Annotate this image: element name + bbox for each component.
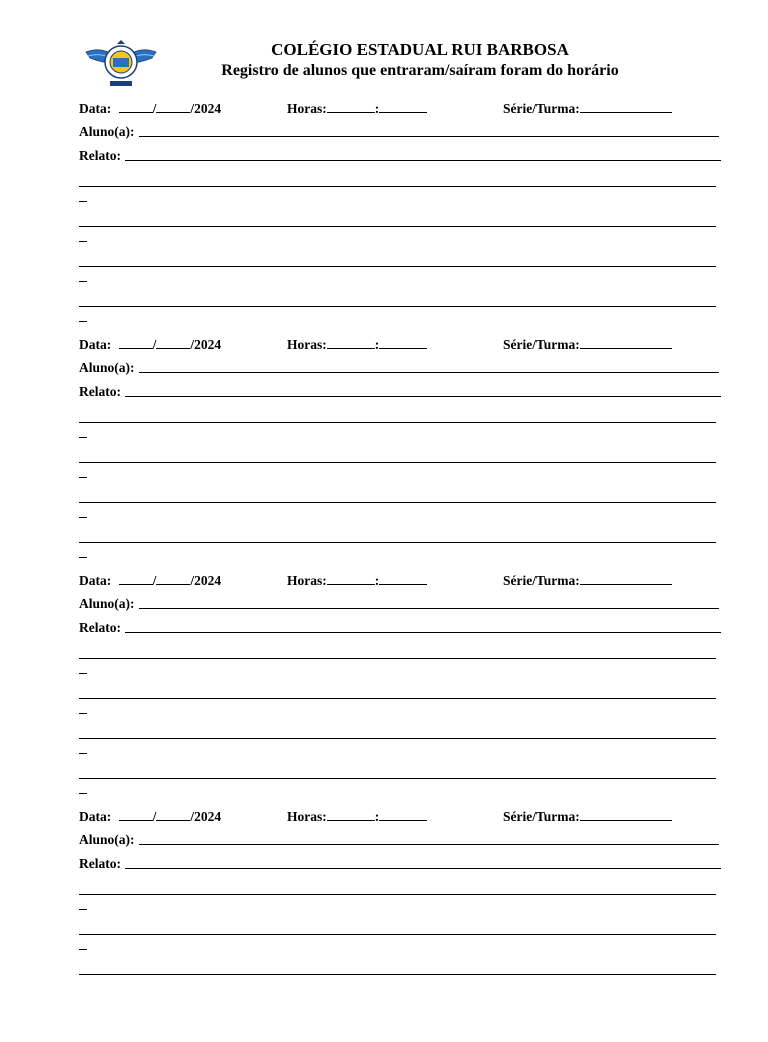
writing-line[interactable] [79, 186, 716, 187]
minute-blank[interactable] [379, 100, 427, 113]
writing-line[interactable] [79, 698, 716, 699]
writing-line[interactable] [79, 974, 716, 975]
school-name: COLÉGIO ESTADUAL RUI BARBOSA [271, 40, 569, 59]
student-field[interactable] [79, 832, 719, 848]
class-label: Série/Turma: [503, 337, 580, 352]
report-label: Relato: [79, 620, 121, 635]
report-field[interactable] [79, 148, 721, 164]
hours-label: Horas: [287, 573, 327, 588]
class-field[interactable] [503, 336, 672, 353]
writing-line[interactable] [79, 266, 716, 267]
writing-line[interactable] [79, 658, 716, 659]
school-logo-icon [84, 38, 158, 88]
minute-blank[interactable] [379, 808, 427, 821]
hours-label: Horas: [287, 809, 327, 824]
class-blank[interactable] [580, 572, 672, 585]
year-text: /2024 [190, 573, 222, 588]
year-text: /2024 [190, 809, 222, 824]
student-blank[interactable] [139, 124, 719, 137]
hours-label: Horas: [287, 101, 327, 116]
class-label: Série/Turma: [503, 573, 580, 588]
line-continuation-dash [79, 201, 87, 202]
line-continuation-dash [79, 477, 87, 478]
writing-line[interactable] [79, 738, 716, 739]
report-label: Relato: [79, 148, 121, 163]
registration-form [79, 98, 729, 1042]
time-separator: : [374, 101, 380, 116]
time-field[interactable] [287, 336, 427, 353]
month-blank[interactable] [156, 572, 190, 585]
time-field[interactable] [287, 572, 427, 589]
day-blank[interactable] [119, 336, 153, 349]
line-continuation-dash [79, 437, 87, 438]
writing-line[interactable] [79, 934, 716, 935]
time-separator: : [374, 337, 380, 352]
report-label: Relato: [79, 384, 121, 399]
line-continuation-dash [79, 321, 87, 322]
student-field[interactable] [79, 596, 719, 612]
writing-line[interactable] [79, 778, 716, 779]
day-blank[interactable] [119, 100, 153, 113]
entry-block [79, 334, 729, 570]
minute-blank[interactable] [379, 572, 427, 585]
form-subtitle: Registro de alunos que entraram/saíram foram do horário [221, 62, 619, 79]
class-blank[interactable] [580, 100, 672, 113]
hour-blank[interactable] [327, 808, 375, 821]
line-continuation-dash [79, 793, 87, 794]
time-field[interactable] [287, 808, 427, 825]
hours-label: Horas: [287, 337, 327, 352]
report-blank[interactable] [125, 384, 721, 397]
line-continuation-dash [79, 517, 87, 518]
hour-blank[interactable] [327, 336, 375, 349]
month-blank[interactable] [156, 808, 190, 821]
report-field[interactable] [79, 856, 721, 872]
class-label: Série/Turma: [503, 101, 580, 116]
writing-line[interactable] [79, 542, 716, 543]
date-field[interactable]: Data: / /2024 [79, 573, 222, 588]
student-field[interactable] [79, 124, 719, 140]
day-blank[interactable] [119, 572, 153, 585]
date-field[interactable]: Data: / /2024 [79, 809, 222, 824]
date-label: Data: [79, 573, 112, 588]
date-label: Data: [79, 809, 112, 824]
entry-block [79, 806, 729, 1042]
report-field[interactable] [79, 620, 721, 636]
student-label: Aluno(a): [79, 360, 135, 375]
student-label: Aluno(a): [79, 124, 135, 139]
day-blank[interactable] [119, 808, 153, 821]
student-label: Aluno(a): [79, 596, 135, 611]
class-blank[interactable] [580, 336, 672, 349]
student-label: Aluno(a): [79, 832, 135, 847]
entry-block [79, 98, 729, 334]
class-field[interactable] [503, 100, 672, 117]
writing-line[interactable] [79, 306, 716, 307]
time-separator: : [374, 809, 380, 824]
year-text: /2024 [190, 101, 222, 116]
date-field[interactable]: Data: / /2024 [79, 101, 222, 116]
writing-line[interactable] [79, 462, 716, 463]
line-continuation-dash [79, 673, 87, 674]
class-blank[interactable] [580, 808, 672, 821]
class-field[interactable] [503, 572, 672, 589]
minute-blank[interactable] [379, 336, 427, 349]
report-blank[interactable] [125, 620, 721, 633]
line-continuation-dash [79, 909, 87, 910]
line-continuation-dash [79, 753, 87, 754]
hour-blank[interactable] [327, 100, 375, 113]
student-blank[interactable] [139, 832, 719, 845]
report-blank[interactable] [125, 856, 721, 869]
writing-line[interactable] [79, 894, 716, 895]
report-blank[interactable] [125, 148, 721, 161]
month-blank[interactable] [156, 336, 190, 349]
date-field[interactable]: Data: / /2024 [79, 337, 222, 352]
line-continuation-dash [79, 281, 87, 282]
time-field[interactable] [287, 100, 427, 117]
writing-line[interactable] [79, 226, 716, 227]
time-separator: : [374, 573, 380, 588]
year-text: /2024 [190, 337, 222, 352]
student-field[interactable] [79, 360, 719, 376]
date-label: Data: [79, 101, 112, 116]
writing-line[interactable] [79, 422, 716, 423]
hour-blank[interactable] [327, 572, 375, 585]
line-continuation-dash [79, 241, 87, 242]
report-field[interactable] [79, 384, 721, 400]
entry-block [79, 570, 729, 806]
report-label: Relato: [79, 856, 121, 871]
line-continuation-dash [79, 713, 87, 714]
student-blank[interactable] [139, 360, 719, 373]
class-label: Série/Turma: [503, 809, 580, 824]
month-blank[interactable] [156, 100, 190, 113]
date-label: Data: [79, 337, 112, 352]
line-continuation-dash [79, 949, 87, 950]
writing-line[interactable] [79, 502, 716, 503]
class-field[interactable] [503, 808, 672, 825]
student-blank[interactable] [139, 596, 719, 609]
line-continuation-dash [79, 557, 87, 558]
